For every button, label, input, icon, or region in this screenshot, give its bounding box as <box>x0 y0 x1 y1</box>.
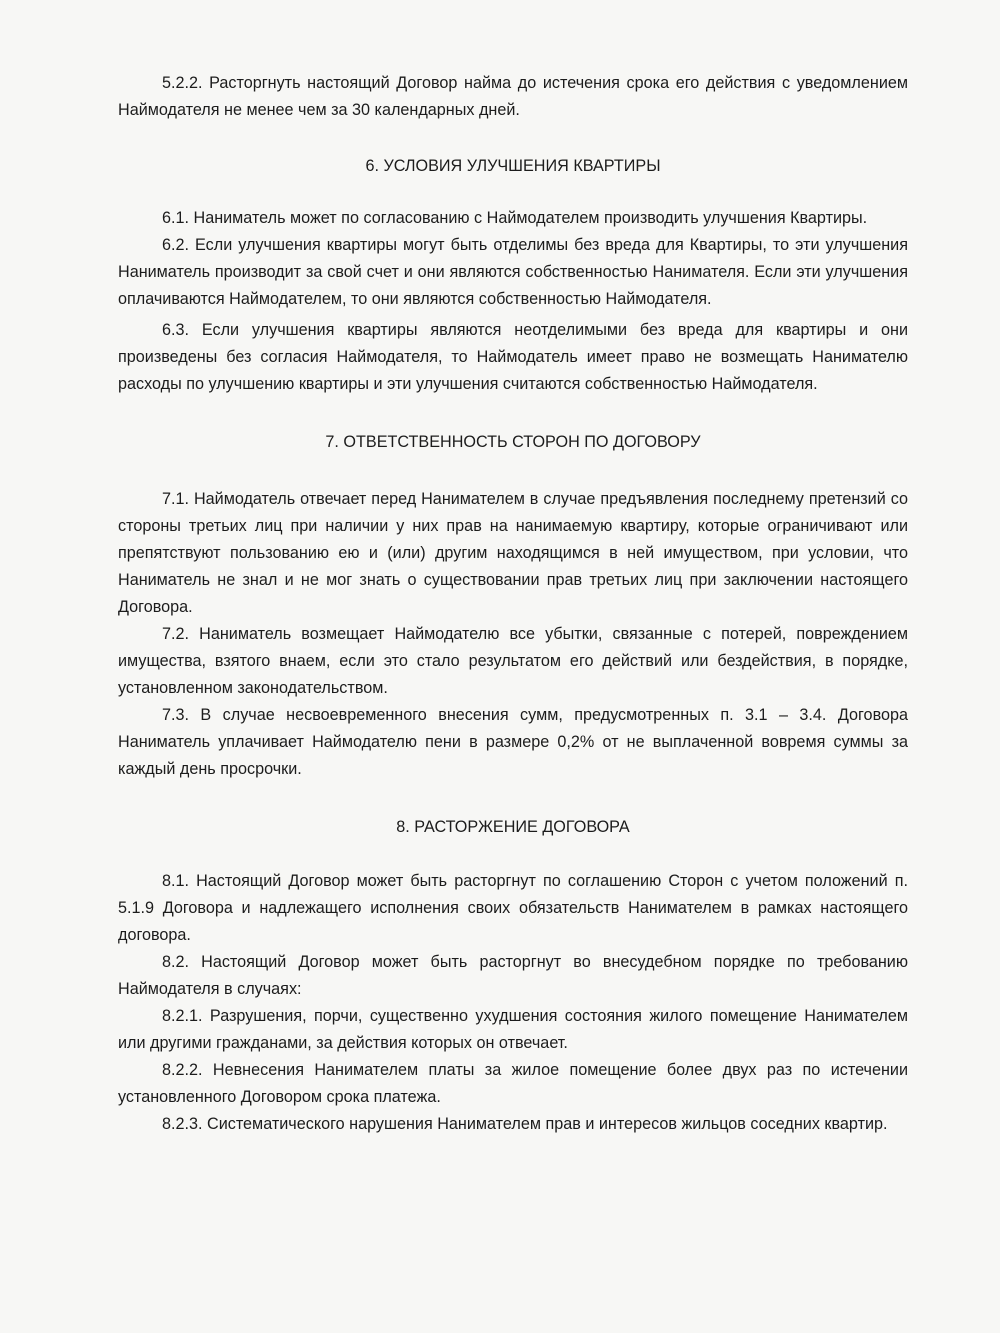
clause-7-3: 7.3. В случае несвоевременного внесения сумм, предусмотренных п. 3.1 – 3.4. Договора Наниматель уплачивает Наймодателю пени в размере 0,2% от не выплаченной вовремя суммы за каждый день просрочки. <box>118 706 908 778</box>
clause-7-1: 7.1. Наймодатель отвечает перед Нанимателем в случае предъявления последнему претензий со стороны третьих лиц при наличии у них прав на нанимаемую квартиру, которые ограничивают или препятствуют пользованию ею и (или) другим находящимся в ней имуществом, при условии, что Наниматель не знал и не мог знать о существовании прав третьих лиц при заключении настоящего Договора. <box>118 490 908 616</box>
clause-5-2-2: 5.2.2. Расторгнуть настоящий Договор найма до истечения срока его действия с уведомлением Наймодателя не менее чем за 30 календарных дней. <box>118 74 908 119</box>
section-8-heading: 8. РАСТОРЖЕНИЕ ДОГОВОРА <box>396 818 630 836</box>
clause-8-2: 8.2. Настоящий Договор может быть расторгнут во внесудебном порядке по требованию Наймодателя в случаях: <box>118 953 908 998</box>
clause-8-2-1: 8.2.1. Разрушения, порчи, существенно ухудшения состояния жилого помещение Нанимателем или другими гражданами, за действия которых он отвечает. <box>118 1007 908 1052</box>
clause-6-3: 6.3. Если улучшения квартиры являются неотделимыми без вреда для квартиры и они произведены без согласия Наймодателя, то Наймодатель имеет право не возмещать Нанимателю расходы по улучшению квартиры и эти улучшения считаются собственностью Наймодателя. <box>118 321 908 393</box>
clause-8-2-2: 8.2.2. Невнесения Нанимателем платы за жилое помещение более двух раз по истечении установленного Договором срока платежа. <box>118 1061 908 1106</box>
section-6-heading: 6. УСЛОВИЯ УЛУЧШЕНИЯ КВАРТИРЫ <box>365 157 661 175</box>
clause-8-2-3: 8.2.3. Систематического нарушения Нанимателем прав и интересов жильцов соседних квартир. <box>162 1115 888 1133</box>
clause-6-2: 6.2. Если улучшения квартиры могут быть отделимы без вреда для Квартиры, то эти улучшения Наниматель производит за свой счет и они являются собственностью Нанимателя. Если эти улучшения оплачиваются Наймодателем, то они являются собственностью Наймодателя. <box>118 236 908 308</box>
document-body <box>118 70 908 1138</box>
clause-7-2: 7.2. Наниматель возмещает Наймодателю все убытки, связанные с потерей, повреждением имущества, взятого внаем, если это стало результатом его действий или бездействия, в порядке, установленном законодательством. <box>118 625 908 697</box>
clause-6-1: 6.1. Наниматель может по согласованию с Наймодателем производить улучшения Квартиры. <box>162 209 868 227</box>
clause-8-1: 8.1. Настоящий Договор может быть расторгнут по соглашению Сторон с учетом положений п. 5.1.9 Договора и надлежащего исполнения своих обязательств Нанимателем в рамках настоящего договора. <box>118 872 908 944</box>
section-7-heading: 7. ОТВЕТСТВЕННОСТЬ СТОРОН ПО ДОГОВОРУ <box>325 433 701 451</box>
